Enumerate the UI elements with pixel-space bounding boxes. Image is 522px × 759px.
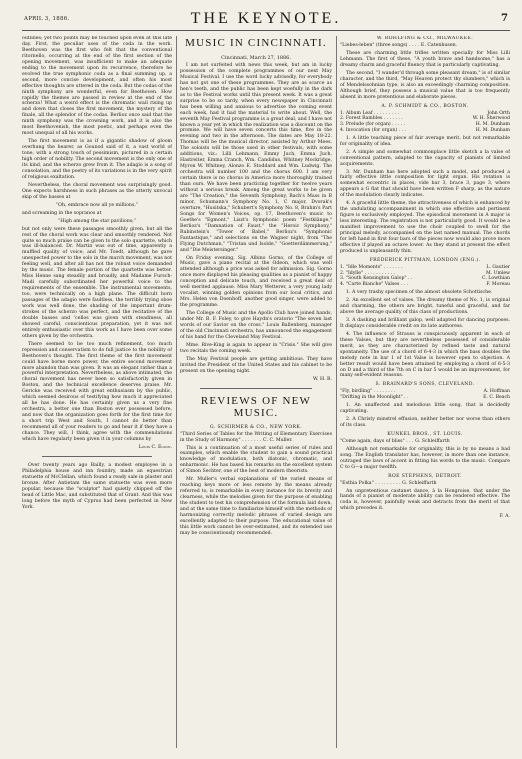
dateline: Cincinnati, March 27, 1886. <box>221 55 291 61</box>
review-item: "Liebes-leben" (three songs) . . . . E. Catenhusen. <box>340 43 458 48</box>
paragraph: The May Festival people are getting ambitious. They have invited the President of the United States and his cabinet to be present on the opening night. <box>180 356 332 374</box>
piece-title: 2. "Idylle" . . . . . . . . . . . <box>340 270 396 276</box>
publisher-heading: A. P. SCHMIDT & CO., BOSTON. <box>381 103 469 109</box>
section-title-cincinnati: MUSIC IN CINCINNATI. <box>185 37 327 49</box>
piece-title: 1. "Idle Moments" . . . . . . . <box>340 264 403 270</box>
piece-composer: L. Gautier <box>486 264 510 270</box>
piece-composer: John Orth <box>487 110 510 116</box>
piece-composer: H. M. Dunham <box>475 127 510 133</box>
column-middle <box>180 36 332 748</box>
paragraph: 2. A Christy minstrel effusion, neither better nor worse than others of its class. <box>340 416 510 428</box>
piece-title: 4. Invocation (for organ) . . . <box>340 127 406 133</box>
paragraph: Mme. Rive-King is again to appear in "Crisis." She will give two recitals the coming week. <box>180 342 332 354</box>
review-item: "Third Series of Tables for the Writing of Elementary Exercises in the Study of Harmony" . . . . . . . C. C. Muller. <box>180 431 332 443</box>
paragraph: Over twenty years ago Bailly, a modest employee in a Philadelphia house and inn foundry, made an equestrian statuette of McClellan, which found a ready sale in plaster and bronze. After Antietam the same statuette was even more popular, because the "sculptor" had quietly chipped off the head of Little Mac, and substituted that of Grant. And this was long before the myth of Cyprus had been perfected in New York. <box>22 462 172 510</box>
piece-row <box>340 128 510 134</box>
publication-title: THE KEYNOTE. <box>190 10 342 27</box>
paragraph: 4. The influence of Strauss is conspicuously apparent in each of these Valses, but they are nevertheless possessed of considerable merit, as they are characterized by refined taste and natural spontaneity. The use of a chord of 6-4-3 in which the bass doubles the melody note in bar 1 of 1st Valse is however open to objection. A better result would have been attained by employing a chord of 6-5-3 on D and a third of the 7th on C in bar 5 would be an improvement, for many self-evident reasons. <box>340 331 510 379</box>
piece-title: 3. Prelude (for organ) . . . . . <box>340 122 406 128</box>
publisher-heading: FREDERICK PITTMAN, LONDON (ENG.). <box>369 257 481 263</box>
piece-list <box>340 111 510 134</box>
signature: W. H. B. <box>313 376 332 382</box>
paragraph: The first movement is as if a gigantic shadow of gloom overhung the hearer, as Gounod said of it, a vast world of tone, with a strong touch of pessimism, pictured in a certain high order of nobility. The second movement is the only one of its kind, and the scherzo grew from it. The adagio is a song of consolation, and the poetry of its variations is in the very spirit of religious exaltation. <box>22 139 172 180</box>
piece-title: "Drifting in the Moonlight" . . <box>340 395 409 401</box>
section-title-reviews: REVIEWS OF NEW MUSIC. <box>200 394 312 419</box>
paragraph: and screaming in the sopranos at <box>22 210 102 216</box>
page-number: 7 <box>501 13 508 24</box>
column-left <box>22 36 172 748</box>
masthead <box>22 10 510 31</box>
piece-row <box>340 395 510 401</box>
paragraph: These are charming little trifles written specially for Miss Lilli Lehmann. The first of these, "A youth brave and handsome," has a dreamy charm and graceful fluency that is particularly captivating. <box>340 50 510 68</box>
section-divider <box>200 388 312 389</box>
review-item: "Esthia Polka" . . . . . . . . . G. Schleiffarth <box>340 480 437 486</box>
quote-line: “Oh, embrace now all ye millions,” <box>55 202 139 208</box>
signature: F. A. <box>499 514 510 520</box>
paragraph: 2. An excellent set of valses. The dreamy theme of No. 1, is original and charming, the others are bright, tuneful and graceful, and far above the average quality of this class of productions. <box>340 298 510 315</box>
piece-title: 4. "Carte Bianche" Valses . . . <box>340 282 409 288</box>
piece-list <box>340 389 510 401</box>
paragraph: The College of Music and the Apollo Club have joined hands, under Mr. B. F. Foley, to give Haydn's oratorio "The seven last words of our Savior on the cross." Louis Ballenberg, manager of the old Cincinnati orchestra, has announced the engagement of his band for the Cleveland May Festival. <box>180 311 332 340</box>
piece-list <box>340 265 510 288</box>
paragraph: 1. An unaffected and melodious little song, that is decidedly captivating. <box>340 403 510 414</box>
paragraph: 2. A simple and somewhat commonplace little sketch a la valse of conventional pattern, adapted to the capacity of pianists of limited acquirements. <box>340 149 510 167</box>
quote-line: “High among the star pavilions;” <box>57 218 137 224</box>
newspaper-page <box>22 10 510 750</box>
piece-composer: M. Umlew <box>486 270 510 276</box>
piece-composer: F. Moreau <box>486 282 510 288</box>
paragraph: I am not surfeited with news this week, but am in lucky possession of the complete programmes of our next May Musical Festival. I use the word lucky advisedly, for everybody has not got one of these programmes. They are as scarce as hen's teeth, and the public has been kept woefully in the dark as to the Festival works until this present week. It was a great surprise to be so tardy, when every newspaper in Cincinnati has been willing and anxious to advertise the coming event each week, had it had the material to write about. Well, the seventh May Festival programme is a great deal, and I have not known a year yet in which the realization was a discount on the promise. We will have seven concerts this time, five in the evening and two in the afternoon. The dates are May 18-22. Thomas will be the musical director, assisted by Arthur Mees. The soloists will be those used in other festivals, with some additions, viz.: Lilli Lehmann, Emmy Juch, Emma Juch, Hastreiter, Emma Cranch, Wm. Candidus, Whitney Mockridge, Myron W. Whitney, Alonzo E. Stoddard and Wm. Ludwig. The orchestra will number 100 and the chorus 600. I am very certain there is no chorus in America more thoroughly trained than ours. We have been practicing together for twelve years without a serious break. Among the great works to be given are "The Creation," the Seventh Symphony, Bach's Mass in B minor, Schumann's Symphony No. 1, C major, Dvorak's overture, "Husitska," Schubert's Symphony No. 8, Brahm's Part Songs for Women's Voices, op. 17, Beethoven's music to Goethe's "Egmont," Liszt's Symphonic poem "Festklänge," Berlioz's "Damnation of Faust," the "Heroic Symphony," Rubinstein's "Tower of Babel," Berlioz's "Symphonic Fantastique," and selections on the Wagner night, from "The Flying Dutchman," "Tristan und Isolde," "Goetterdämmerung," and "Die Meistersinger." <box>180 63 332 253</box>
publisher-heading: S. BRAINARD'S SONS, CLEVELAND. <box>375 382 475 388</box>
issue-date: APRIL 3, 1886. <box>24 16 70 22</box>
paragraph: 4. A graceful little theme, the attractiveness of which is enhanced by the undulating accompaniment in which one effective and pertinent figure is exclusively employed. The episodical movement in A major is less interesting. The registration is not particularly good. It would be a manifest improvement to use the choir coupled to swell for the principal melody, accompanied on the last named manual. The chords for left hand in first four bars of the pieces now would also prove more effective if played an octave lower. As they stand at present the effect produced is unpleasantly thin. <box>340 201 510 254</box>
piece-composer: H. M. Dunham <box>475 122 510 128</box>
section-divider <box>42 456 152 457</box>
paragraph: Mr. Muller's verbal explanations of the varied means of reaching keys more or less remote by the means already referred to, is remarkable in every instance for its brevity and clearness, while the melodies given for the purpose of enabling the student to test his comprehension of the formula laid down, and at the same time to familiarize himself with the methods of harmonizing correctly melodic phrases of varied design are excellently adapted to their purpose. The educational value of this little work cannot be over-estimated, and its extended use may be conscientiously recommended. <box>180 477 332 536</box>
piece-row <box>340 282 510 288</box>
piece-composer: E. C. Beach <box>483 395 510 401</box>
piece-title: 1. Album Leaf . . . . . . . . . <box>340 110 399 116</box>
piece-composer: W. H. Sherwood <box>472 116 510 122</box>
publisher-heading: W. ROHLFING & CO., MILWAUKEE. <box>376 36 474 41</box>
piece-composer: C. Lowthian <box>482 276 510 282</box>
paragraph: This is a continuation of a most useful series of rules and examples, which enable the student to gain a sound practical knowledge of modulation, both diatonic, chromatic, and enharmonic. He has based his remarks on the excellent system of Simon Sechter, one of the best of modern theorists. <box>180 445 332 475</box>
paragraph: The second, "I wander'd through some pleasant dream," is of similar character, and the third, "May Heaven protect thy slumbers," which is of Mendelssohnian type, is also an exceedingly charming composition. Although brief, they possess a musical value that is too frequently absent in more pretentious and elaborate pieces. <box>340 70 510 100</box>
paragraph: There seemed to be too much refinement, too much repression and conservatism to do full justice to the nobility of Beethoven's thought. The first theme of the first movement could have borne more power, the entire second movement more abandon than was given. It was an elegant rather than a powerful interpretation. Nevertheless, as above intimated, the choral movement has never been so satisfactorily given in Boston, and the technical excellence deserves praise. Mr. Gericke was received with great enthusiasm by the public, which seemed desirous of testifying how much it appreciated all he has done. He has certainly given us a very fine orchestra, a better one than Boston ever possessed before, and now that the organization goes forth for the first time for a short trip West and South, I cannot do better than recommend all of your readers to go and hear it if they have a chance. They will, I think, agree with the commendations which have regularly been given it in your columns by <box>22 341 172 442</box>
paragraph: Although not remarkable for originality, this is by no means a bad song. The English translator has, however, in more than one instance, outraged the laws of accent in fitting his words to the music. Compare C to G—a major twelfth. <box>340 446 510 470</box>
piece-title: "Fly, birdling" . . . . . . . . <box>340 389 396 395</box>
piece-title: 3. "South Kensington Galop" . . <box>340 276 413 282</box>
publisher-heading: ROE STEPHENS, DETROIT. <box>388 473 462 479</box>
paragraph: An unpretentious castanet dance, à la Hongroise, that under the hands of a pianist of moderate ability can be rendered effective. The coda is, however, painfully weak and detracts from the merit of that which precedes it. <box>340 488 510 512</box>
column-divider <box>336 36 337 748</box>
paragraph: but not only were these passages smoothly given, but all the rest of the choral work was clear and smoothly rendered. Not quite so much praise can be given to the solo quartette, which was ill-balanced. Dr. Martin was out of time, apparently a muffled quality of voice, and Mr. Toedt, although he gave unexpected power to the solo in the march movement, was not feeling well, and after all has not the robust voice demanded by the music. The female portion of the quartette was better. Miss Henne sang steadily and broadly, and Madame Fursch-Madi carefully subordinated her powerful voice to the requirements of the ensemble. The instrumental movements, too, were technically on a high plane. The difficult horn passages of the adagio were faultless, the terribly trying oboe work was well done, the shading of the important drum-strokes of the scherzo was perfect, and the recitative of the double basses and 'cellos was given with steadiness, all showed careful, conscientious preparation, yet it was not entirely enthusiastic over this work as I have been over some others given by the orchestra. <box>22 226 172 339</box>
piece-composer: A. Hoffman <box>483 389 510 395</box>
column-divider <box>176 36 177 748</box>
paragraph: On Friday evening, Sig. Albino Gorno, of the College of Music, gave a piano recital at the Odeon, which was well attended although a price was asked for admission. Sig. Gorno once more displayed his pleasing qualities as a pianist of happy conception and delicate touch, and received a great deal of well merited applause. Miss Mary Wetterer, a very young lady vocalist, winning golden opinions from our local critics, and Mrs. Helen von Doenhoff, another good singer, were added to the programme. <box>180 255 332 309</box>
publisher-heading: G. SCHIRMER & CO., NEW YORK. <box>209 424 303 430</box>
piece-title: 2. Forest Rambles . . . . . . . <box>340 116 403 122</box>
paragraph: 3. A dashing and brilliant galop, well adapted for dancing purposes. It displays considerable credit on its late authoress. <box>340 317 510 329</box>
review-item: "Come again, days of bliss" . . . G. Schleiffarth <box>340 438 450 444</box>
paragraph: 1. A little teaching piece of fair average merit, but not remarkable for originality of idea. <box>340 135 510 147</box>
column-right <box>340 36 510 748</box>
paragraph: 3. Mr. Dunham has here adopted such a model, and produced a fairly effective little composition for light organ. His rotation is somewhat eccentric in places, vide bar 3, brace 3, page 3, where appears a G flat that should have been written F sharp, as the nature of the modulation clearly indicates. <box>340 169 510 199</box>
paragraph: outlines; yet two points may be touched upon even at this late day. First, the peculiar uses of the coda in the work. Beethoven was the first who felt that the conventional ritornello, occurring at the end of the first section of the opening movement, was insufficient to make an adequate ending to the movement upon its recurrence, therefore he evolved the true symphonic coda as a final summing up, a second, more concise development, and often his most effective thoughts are uttered in the coda. But the codas of the ninth symphony are wonderful, even for Beethoven. How rapidly the themes are passed in review at the end of the scherzo! What a weird effect is the chromatic wail rising up and down that closes the first movement, the mystery of the finale, all the splendor of the codas. Berlioz once said that the ninth symphony was the crowning work, and it is also the most Beethovenish, the most poetic, and perhaps even the most unequal of all his works. <box>22 36 172 137</box>
publisher-heading: KUNKEL BROS., ST. LOUIS. <box>387 431 463 437</box>
signature: Louis C. Elson. <box>138 444 172 450</box>
paragraph: 1. A very trashy specimen of the almost obsolete Schottische. <box>346 290 493 296</box>
paragraph: Nevertheless, the choral movement was surprisingly good. One expects harshness in such phrases as the utterly unvocal skip of the basses at <box>22 182 172 200</box>
